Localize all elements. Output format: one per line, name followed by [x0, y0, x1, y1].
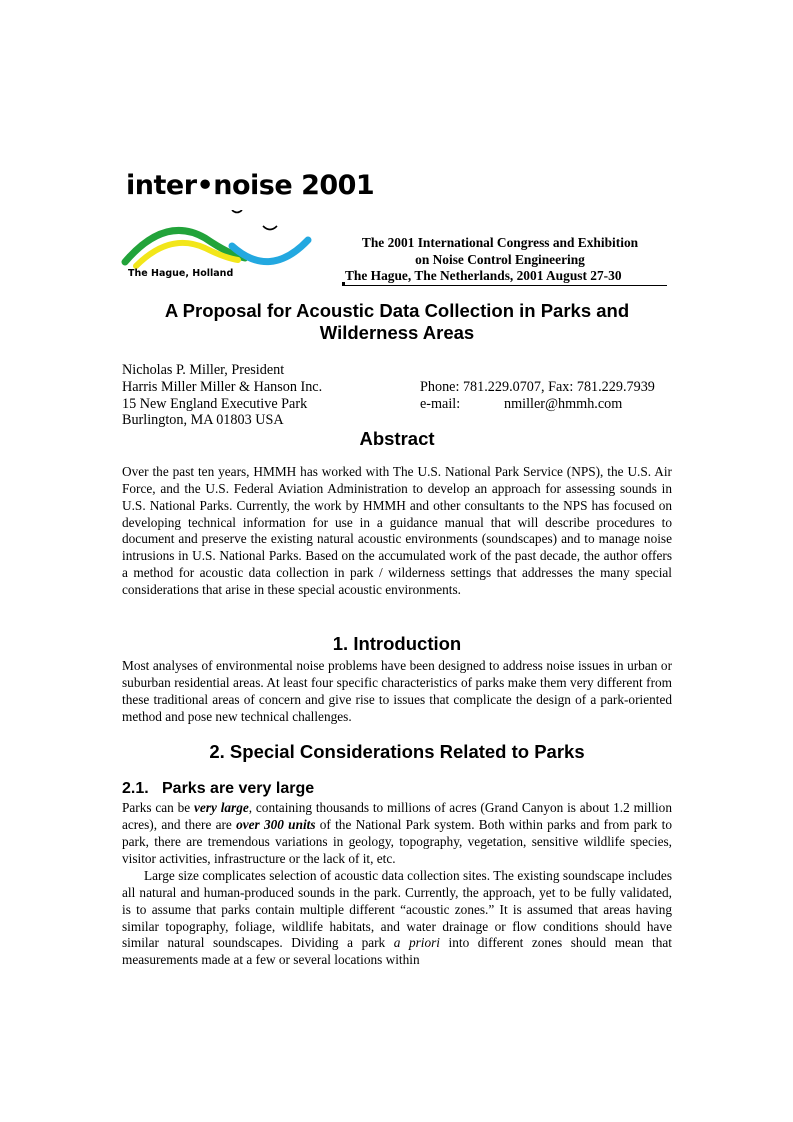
conference-line-2: on Noise Control Engineering [415, 251, 585, 267]
emphasis: over 300 units [236, 816, 316, 832]
conference-logo [120, 170, 375, 285]
section-1-text: Most analyses of environmental noise problems have been designed to address noise issues in urban or suburban residential areas. At least four specific characteristics of parks make them very different from these traditional areas of concern and give rise to issues that complicate the design of a park-oriented method and pose new technical challenges. [122, 658, 672, 724]
section-1-heading: 1. Introduction [332, 633, 462, 654]
text-run: of the National Park system. Both within parks and from park to park, there are tremendous variations in geology, topography, vegetation, sensitive wildlife species, visitor activities, infrastructure or the lack of it, etc. [122, 816, 672, 866]
text-run: into different zones should mean that measurements made at a few or several locations within [122, 935, 672, 968]
abstract-text: Over the past ten years, HMMH has worked with The U.S. National Park Service (NPS), the U.S. Air Force, and the U.S. Federal Aviation Administration to develop an approach for assessing sounds in U.S. National Parks. Currently, the work by HMMH and other consultants to the NPS has focused on developing technical information for use in a guidance manual that will describe procedures to document and preserve the existing natural acoustic environments (soundscapes) and to manage noise intrusions in U.S. National Parks. Based on the accumulated work of the past decade, the author offers a method for acoustic data collection in park / wilderness settings that addresses the many special considerations that arise in these special acoustic environments. [122, 464, 672, 597]
author-company: Harris Miller Miller & Hanson Inc. [122, 378, 323, 395]
section-2-1-number: 2.1. [122, 780, 149, 797]
section-2-heading: 2. Special Considerations Related to Parks [209, 741, 585, 762]
author-phone-fax: Phone: 781.229.0707, Fax: 781.229.7939 [420, 378, 655, 395]
email-label: e-mail: [420, 395, 461, 412]
text-run: Parks can be [122, 800, 194, 815]
author-address-2: Burlington, MA 01803 USA [122, 412, 284, 429]
rule-mark [342, 282, 345, 285]
emphasis: a priori [393, 935, 440, 951]
paper-title: A Proposal for Acoustic Data Collection in Parks and Wilderness Areas [164, 300, 630, 343]
author-block [122, 362, 682, 429]
section-2-1-paragraph-2 [122, 868, 672, 969]
wave-logo-icon [120, 210, 340, 270]
text-run: Large size complicates selection of acoustic data collection sites. The existing soundscape includes all natural and human-produced sounds in the park. Currently, the approach, yet to be fully validated, is to assume that parks contain multiple different “acoustic zones.” It is assumed that areas having similar topography, foliage, wildlife habitats, and water drainage or flow conditions should have similar natural soundscapes. Dividing a park [122, 868, 672, 951]
logo-caption: The Hague, Holland [128, 268, 234, 279]
author-email: nmiller@hmmh.com [504, 395, 623, 412]
abstract-heading: Abstract [359, 428, 435, 449]
text-run: , containing thousands to millions of acres (Grand Canyon is about 1.2 million acres), and there are [122, 800, 672, 832]
conference-header [345, 235, 655, 285]
author-name: Nicholas P. Miller, President [122, 362, 285, 378]
section-2-1-heading [122, 780, 314, 798]
logo-title: inter•noise 2001 [126, 170, 375, 201]
section-2-1-title: Parks are very large [162, 780, 315, 797]
section-2-1-paragraph-1 [122, 800, 672, 867]
conference-line-3: The Hague, The Netherlands, 2001 August 27-30 [345, 268, 622, 283]
emphasis: very large [194, 800, 249, 815]
conference-line-1: The 2001 International Congress and Exhibition [361, 235, 639, 250]
header-rule [342, 285, 667, 286]
author-address-1: 15 New England Executive Park [122, 395, 308, 412]
